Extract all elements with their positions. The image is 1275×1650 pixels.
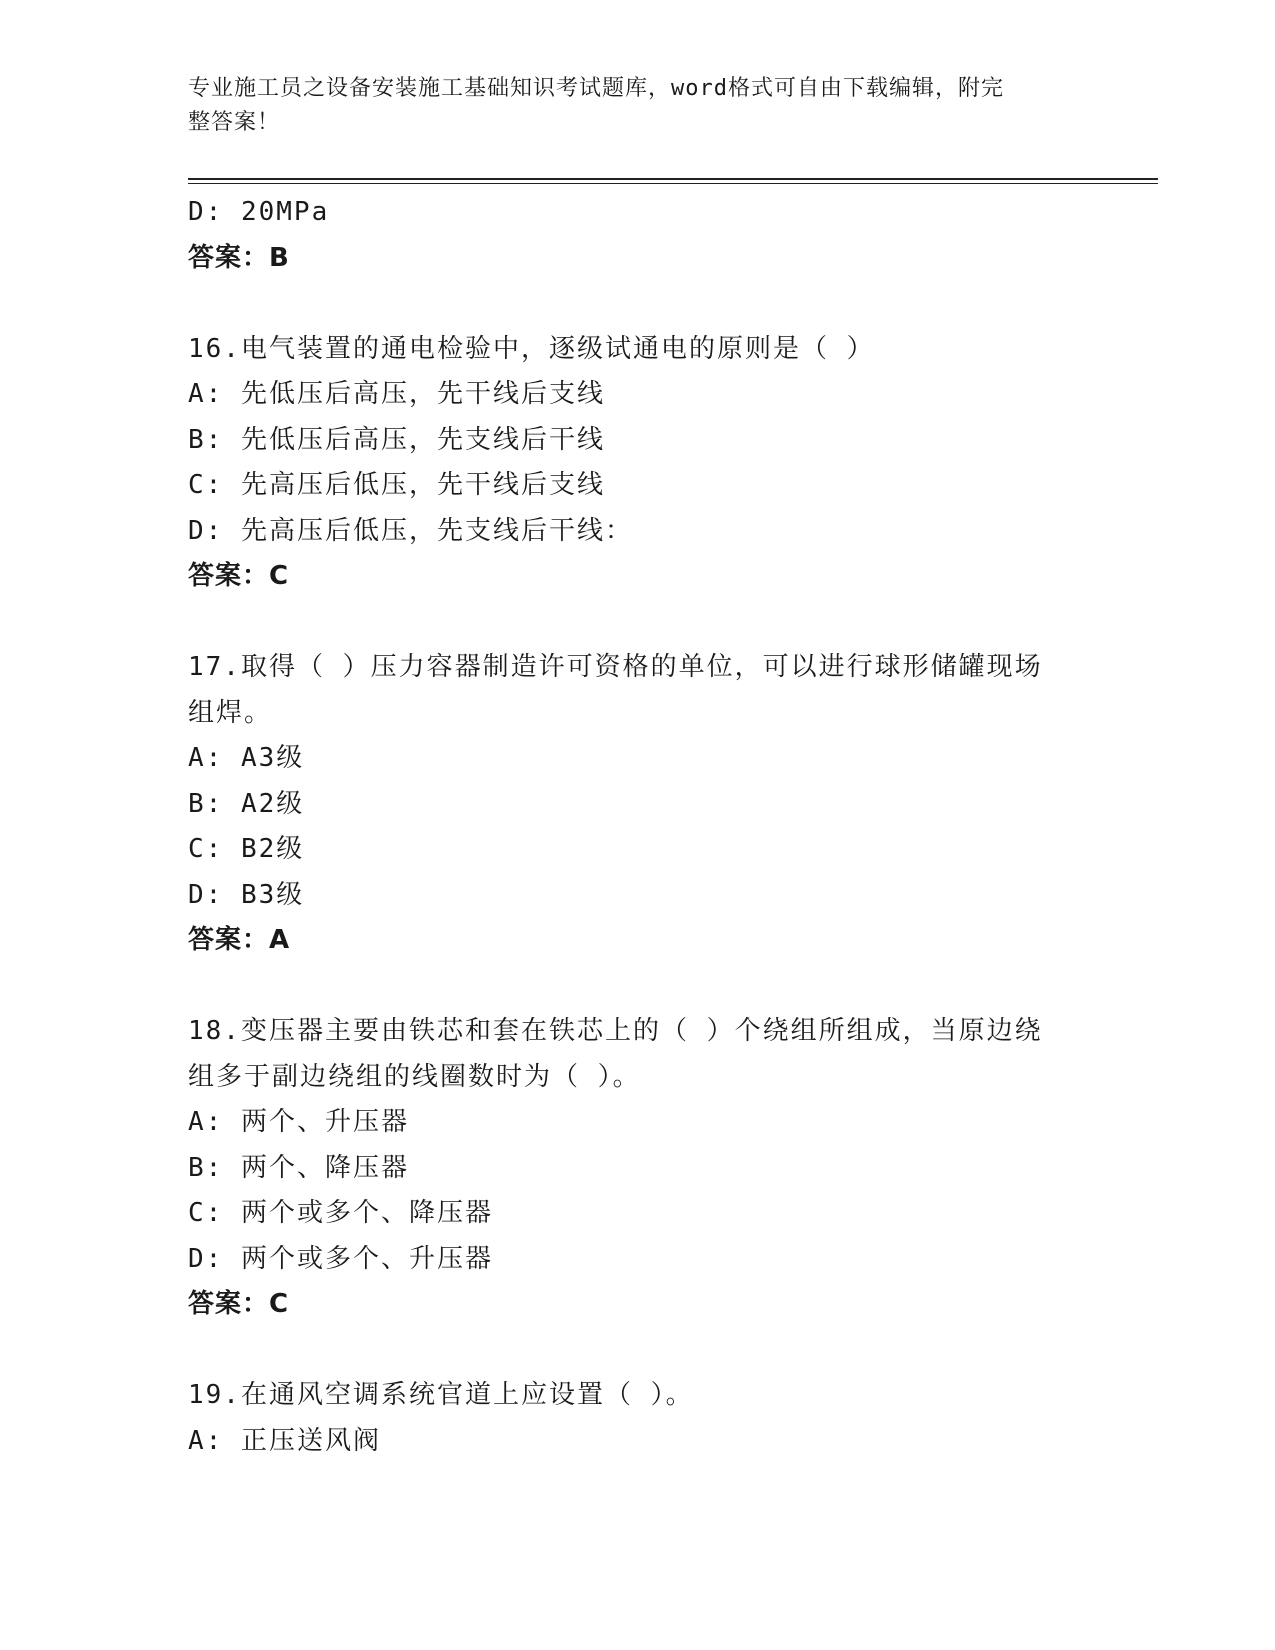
question-18 xyxy=(188,1009,1088,1328)
spacer xyxy=(188,600,1088,646)
answer-line: 答案：C xyxy=(188,561,290,591)
header-line-1: 专业施工员之设备安装施工基础知识考试题库，word格式可自由下载编辑，附完 xyxy=(188,76,1004,101)
option-line: A: 两个、升压器 xyxy=(188,1107,409,1137)
option-line: C: B2级 xyxy=(188,834,305,864)
question-17 xyxy=(188,645,1088,964)
question-stem: 16.电气装置的通电检验中，逐级试通电的原则是（ ） xyxy=(188,333,875,364)
option-line: B: 两个、降压器 xyxy=(188,1152,409,1183)
option-line: A: 先低压后高压，先干线后支线 xyxy=(188,379,605,409)
spacer xyxy=(188,1328,1088,1374)
question-stem: 17.取得（ ）压力容器制造许可资格的单位，可以进行球形储罐现场 xyxy=(188,652,1043,682)
question-stem: 19.在通风空调系统官道上应设置（ ）。 xyxy=(188,1380,694,1410)
question-stem-continued: 组焊。 xyxy=(188,697,273,728)
question-19 xyxy=(188,1373,1088,1464)
option-line: C: 先高压后低压，先干线后支线 xyxy=(188,470,605,500)
spacer xyxy=(188,964,1088,1010)
answer-line: 答案：A xyxy=(188,925,291,955)
answer-line: 答案：C xyxy=(188,1289,290,1319)
question-stem-continued: 组多于副边绕组的线圈数时为（ ）。 xyxy=(188,1061,641,1092)
answer-line: 答案：B xyxy=(188,242,290,273)
option-line: D: 两个或多个、升压器 xyxy=(188,1243,493,1274)
spacer xyxy=(188,281,1088,327)
option-line: A: A3级 xyxy=(188,743,305,773)
option-line: D: B3级 xyxy=(188,879,305,910)
option-line: D: 先高压后低压，先支线后干线： xyxy=(188,515,633,546)
header-rule-thick xyxy=(188,178,1158,180)
document-header xyxy=(188,72,1068,140)
header-rule-thin xyxy=(188,183,1158,184)
header-line-2: 整答案！ xyxy=(188,110,281,135)
option-line: B: 先低压后高压，先支线后干线 xyxy=(188,424,605,455)
option-line: A: 正压送风阀 xyxy=(188,1425,381,1456)
question-16 xyxy=(188,327,1088,600)
option-line: C: 两个或多个、降压器 xyxy=(188,1198,493,1228)
question-stem: 18.变压器主要由铁芯和套在铁芯上的（ ）个绕组所组成，当原边绕 xyxy=(188,1016,1043,1046)
question-list xyxy=(188,190,1088,1464)
option-line: B: A2级 xyxy=(188,788,305,819)
option-line: D: 20MPa xyxy=(188,197,330,227)
